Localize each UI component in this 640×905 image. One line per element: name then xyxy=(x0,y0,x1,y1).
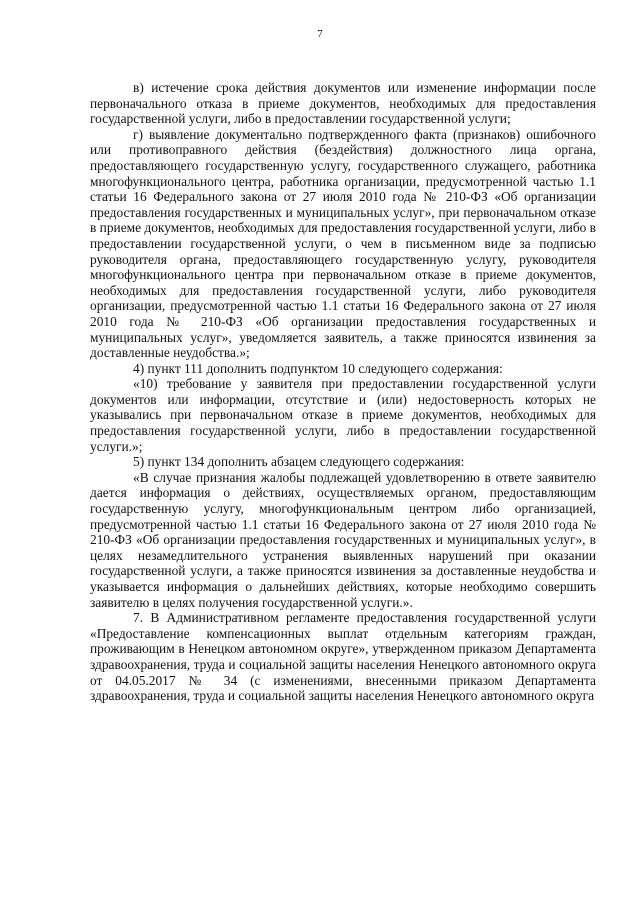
paragraph: 7. В Административном регламенте предоставления государственной услуги «Предоставление компенсационных выплат отдельным категориям граждан, проживающим в Ненецком автономном округе», утвержденном приказом Департамента здравоохранения, труда и социальной защиты населения Ненецкого автономного округа от 04.05.2017 № 34 (с изменениями, внесенными приказом Департамента здравоохранения, труда и социальной защиты населения Ненецкого автономного округа xyxy=(90,610,596,704)
paragraph: 5) пункт 134 дополнить абзацем следующего содержания: xyxy=(133,454,465,470)
paragraph: «10) требование у заявителя при предоставлении государственной услуги документов или информации, отсутствие и (или) недостоверность которых не указывались при первоначальном отказе в приеме документов, необходимых для предоставления государственной услуги, либо в предоставлении государственной услуги.»; xyxy=(90,376,596,454)
document-body xyxy=(90,80,596,704)
paragraph: 4) пункт 111 дополнить подпунктом 10 следующего содержания: xyxy=(133,360,503,376)
paragraph: в) истечение срока действия документов или изменение информации после первоначального отказа в приеме документов, необходимых для предоставления государственной услуги, либо в предоставлении государственной услуги; xyxy=(90,80,596,127)
page-number: 7 xyxy=(317,28,323,40)
paragraph: «В случае признания жалобы подлежащей удовлетворению в ответе заявителю дается информация о действиях, осуществляемых органом, предоставляющим государственную услугу, многофункциональным центром либо организацией, предусмотренной частью 1.1 статьи 16 Федерального закона от 27 июля 2010 года № 210-ФЗ «Об организации предоставления государственных и муниципальных услуг», в целях незамедлительного устранения выявленных нарушений при оказании государственной услуги, а также приносятся извинения за доставленные неудобства и указывается информация о дальнейших действиях, которые необходимо совершить заявителю в целях получения государственной услуги.». xyxy=(90,469,596,610)
paragraph: г) выявление документально подтвержденного факта (признаков) ошибочного или противоправного действия (бездействия) должностного лица органа, предоставляющего государственную услугу, государственного служащего, работника многофункционального центра, работника организации, предусмотренной частью 1.1 статьи 16 Федерального закона от 27 июля 2010 года № 210-ФЗ «Об организации предоставления государственных и муниципальных услуг», при первоначальном отказе в приеме документов, необходимых для предоставления государственной услуги, либо в предоставлении государственной услуги, о чем в письменном виде за подписью руководителя органа, предоставляющего государственную услугу, руководителя многофункционального центра при первоначальном отказе в приеме документов, необходимых для предоставления государственной услуги, либо руководителя организации, предусмотренной частью 1.1 статьи 16 Федерального закона от 27 июля 2010 года № 210-ФЗ «Об организации предоставления государственных и муниципальных услуг», уведомляется заявитель, а также приносятся извинения за доставленные неудобства.»; xyxy=(90,126,596,361)
